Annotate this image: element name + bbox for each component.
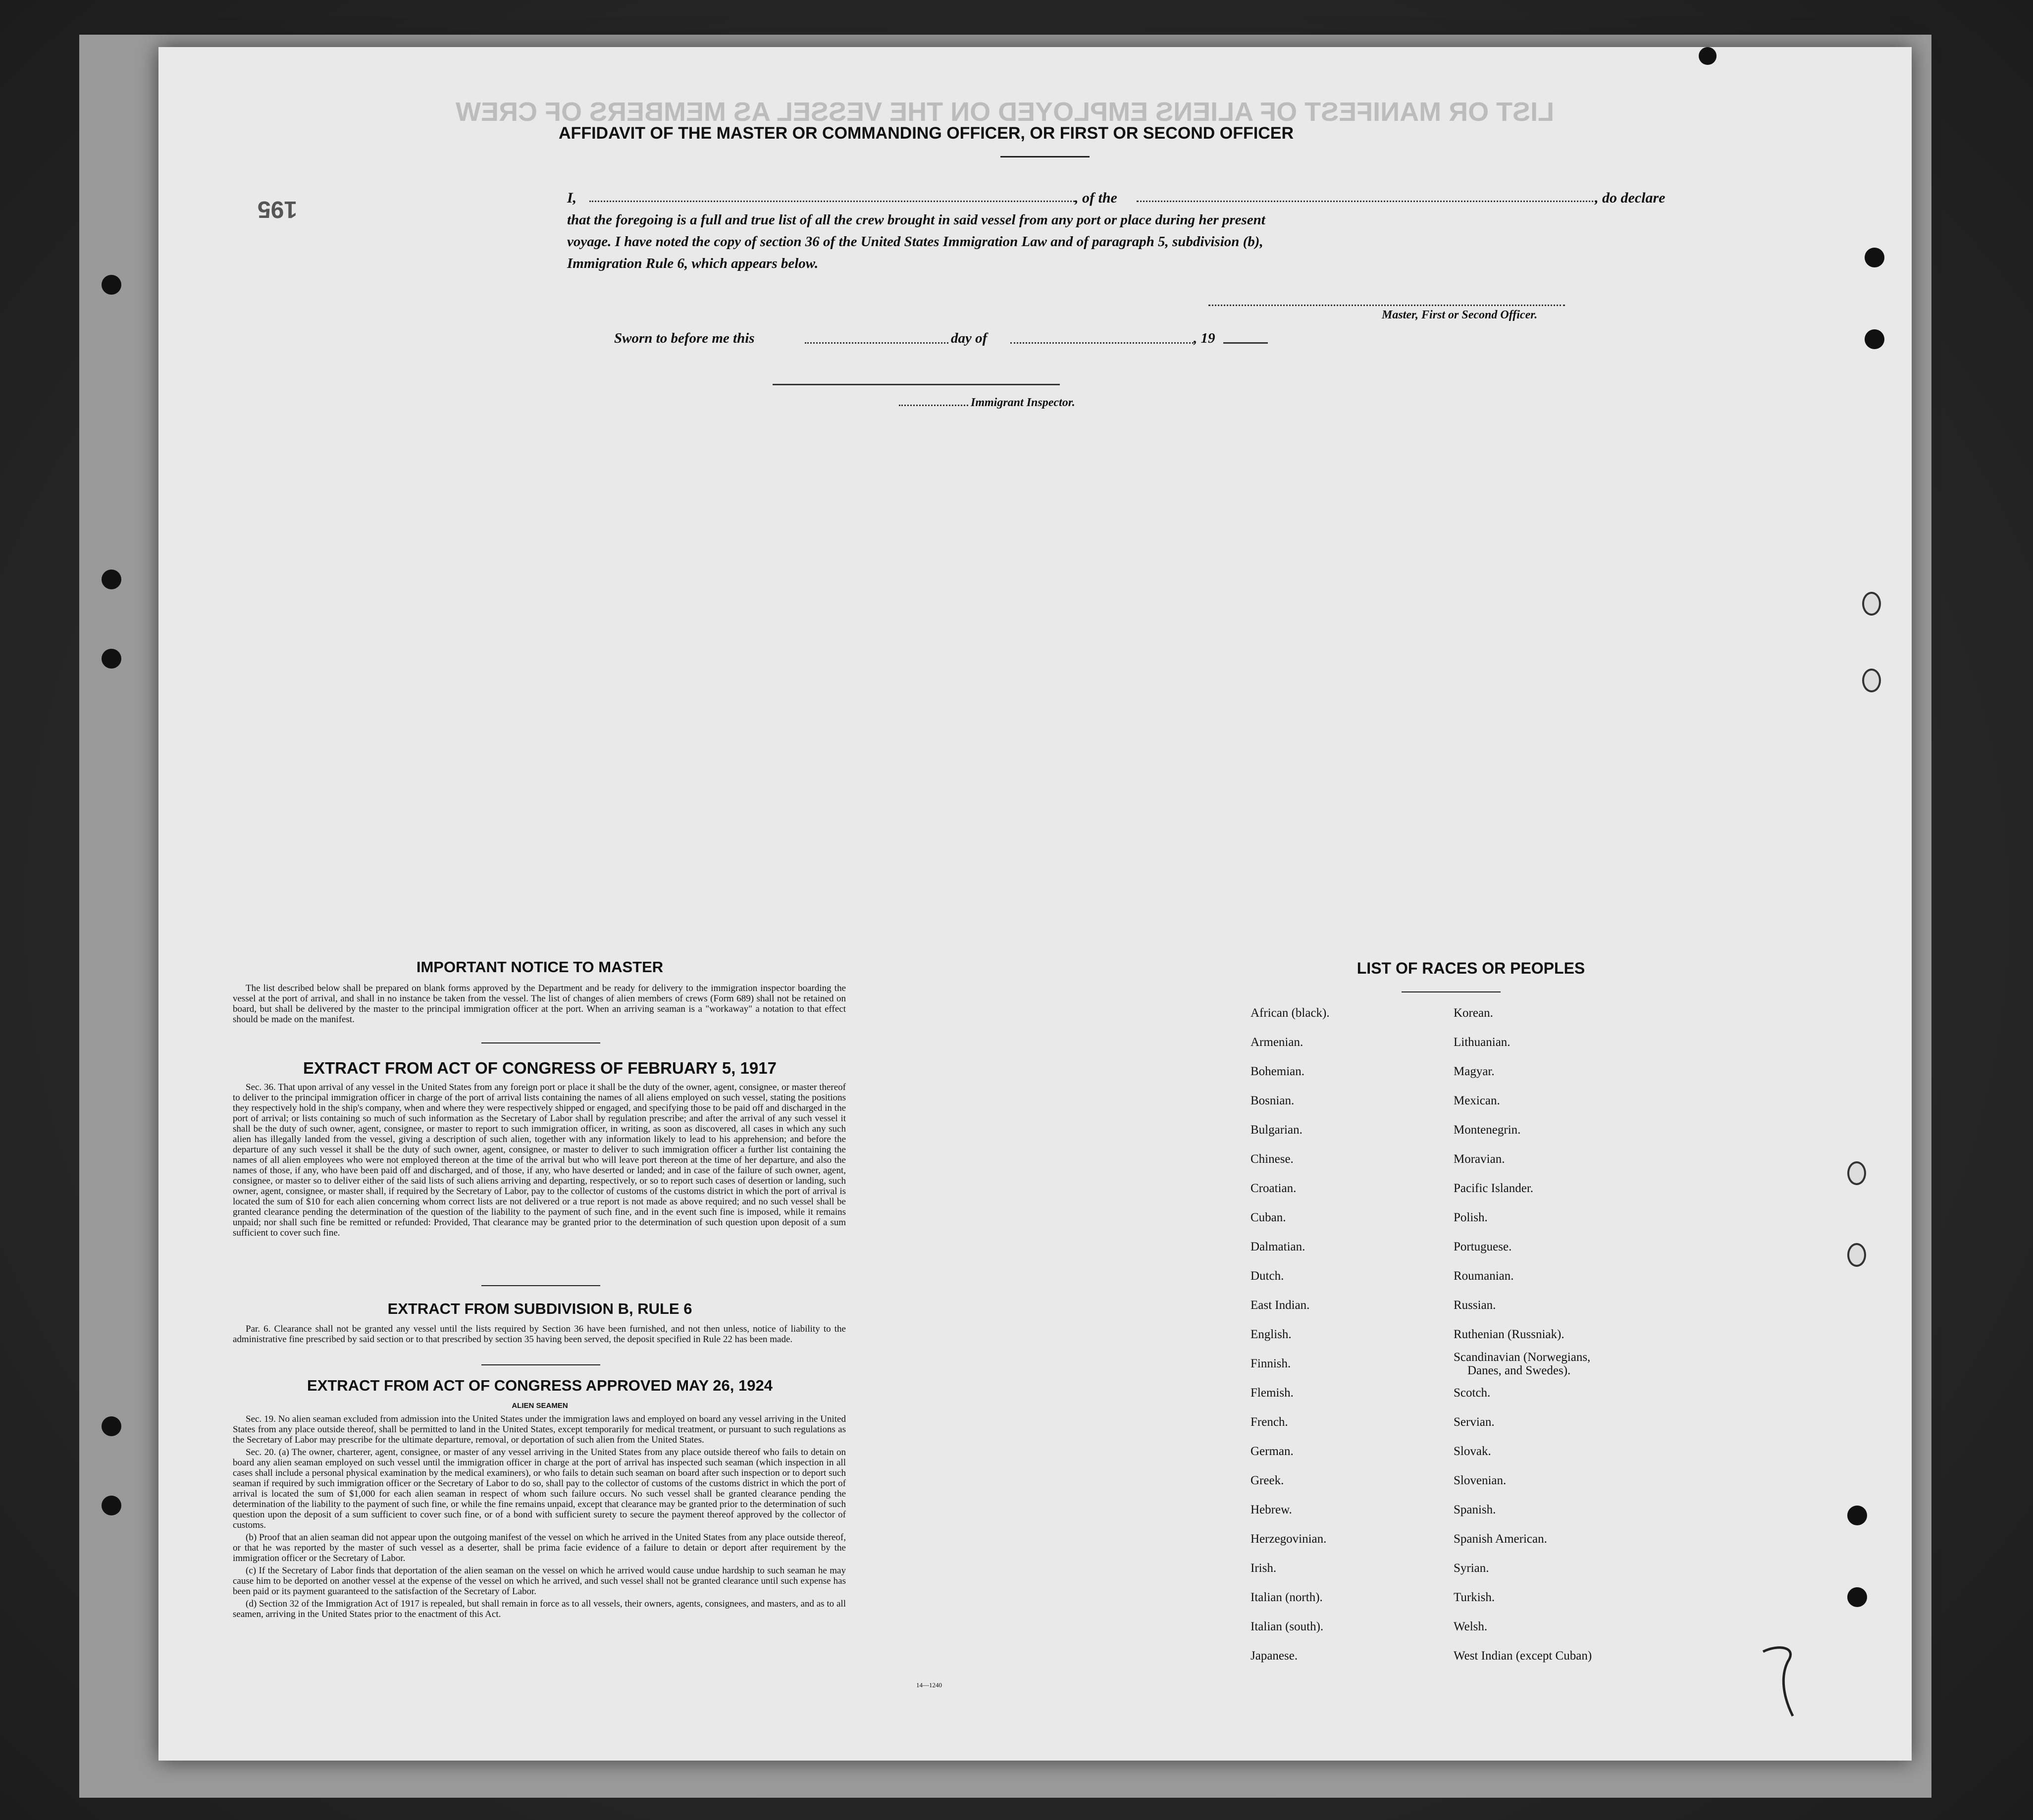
race-item: Italian (south).	[1251, 1620, 1324, 1633]
sworn-day-blank	[805, 342, 948, 344]
rule6-paragraph: Par. 6. Clearance shall not be granted any vessel until the lists required by Section 36 have been furnished, and not then unless, notice of liability to the administrative fine prescribed by said section or to that prescribed by section 35 having been served, the deposit specified in Rule 22 has been made.	[233, 1324, 846, 1345]
extract-1924-text	[233, 1414, 846, 1621]
race-item: Portuguese.	[1454, 1240, 1512, 1253]
race-item: Montenegrin.	[1454, 1123, 1521, 1137]
master-signature-line	[1208, 305, 1565, 306]
affidavit-body-line4: Immigration Rule 6, which appears below.	[567, 256, 819, 271]
race-item: Dalmatian.	[1251, 1240, 1305, 1253]
inspector-dots	[899, 405, 968, 406]
inspector-signature-line	[773, 384, 1060, 385]
race-item: Dutch.	[1251, 1269, 1284, 1283]
race-item: Servian.	[1454, 1415, 1495, 1429]
vessel-blank	[1137, 201, 1597, 202]
notice-title: IMPORTANT NOTICE TO MASTER	[416, 958, 664, 976]
rule6-text	[233, 1324, 846, 1347]
binder-hole-icon	[102, 570, 121, 589]
race-item: Mexican.	[1454, 1094, 1500, 1107]
race-item: German.	[1251, 1445, 1294, 1458]
race-item: Chinese.	[1251, 1152, 1294, 1166]
alien-seamen-subtitle: ALIEN SEAMEN	[512, 1402, 568, 1410]
binder-hole-icon	[102, 649, 121, 669]
punch-hole-icon	[1847, 1587, 1867, 1607]
race-item: English.	[1251, 1328, 1292, 1341]
race-item: Greek.	[1251, 1474, 1284, 1487]
race-item-continuation: Danes, and Swedes).	[1467, 1364, 1571, 1377]
race-item: Roumanian.	[1454, 1269, 1514, 1283]
race-item: Russian.	[1454, 1299, 1496, 1312]
race-item: Japanese.	[1251, 1649, 1298, 1663]
affidavit-body-line2: that the foregoing is a full and true list of all the crew brought in said vessel from any port or place during her present	[567, 212, 1265, 228]
sworn-month-blank	[1010, 342, 1194, 344]
race-item: Bosnian.	[1251, 1094, 1295, 1107]
race-item: Bulgarian.	[1251, 1123, 1303, 1137]
extract-1924-paragraph: (d) Section 32 of the Immigration Act of 1917 is repealed, but shall remain in force as to all vessels, their owners, agents, consignees, and masters, and as to all seamen, arriving in the United States prior to the enactment of this Act.	[233, 1599, 846, 1619]
race-item: East Indian.	[1251, 1299, 1310, 1312]
race-item: Bohemian.	[1251, 1065, 1305, 1078]
race-item: Hebrew.	[1251, 1503, 1292, 1516]
notice-divider	[481, 1042, 600, 1043]
race-item: Flemish.	[1251, 1386, 1294, 1400]
rule6-title: EXTRACT FROM SUBDIVISION B, RULE 6	[387, 1300, 692, 1317]
race-item: Slovenian.	[1454, 1474, 1507, 1487]
race-item: Armenian.	[1251, 1036, 1303, 1049]
affidavit-body-line3: voyage. I have noted the copy of section 36 of the United States Immigration Law and of paragraph 5, subdivision (b),	[567, 234, 1263, 250]
race-item: Spanish American.	[1454, 1532, 1547, 1546]
race-item: Pacific Islander.	[1454, 1182, 1534, 1195]
race-item: Spanish.	[1454, 1503, 1496, 1516]
master-label: Master, First or Second Officer.	[1382, 309, 1538, 321]
punch-hole-icon	[1847, 1243, 1866, 1267]
race-item: Italian (north).	[1251, 1591, 1323, 1604]
punch-hole-icon	[1847, 1506, 1867, 1525]
race-item: Irish.	[1251, 1561, 1277, 1575]
extract-1924-paragraph: Sec. 19. No alien seaman excluded from admission into the United States under the immigration laws and employed on board any vessel arriving in the United States from any place outside thereof, shall be permitted to land in the United States, except temporarily for medical treatment, or pursuant to such regulations as the Secretary of Labor may prescribe for the ultimate departure, removal, or deportation of such alien from the United States.	[233, 1414, 846, 1445]
race-item: Ruthenian (Russniak).	[1454, 1328, 1564, 1341]
race-item: Scotch.	[1454, 1386, 1491, 1400]
race-item: French.	[1251, 1415, 1288, 1429]
race-item: Magyar.	[1454, 1065, 1495, 1078]
races-title-underline	[1402, 991, 1501, 992]
form-number: 14—1240	[916, 1681, 942, 1689]
affidavit-i: I,	[567, 190, 577, 206]
bleed-through-title: LIST OR MANIFEST OF ALIENS EMPLOYED ON THE VESSEL AS MEMBERS OF CREW	[456, 97, 1555, 127]
punch-hole-icon	[1862, 592, 1881, 616]
extract-1917-title: EXTRACT FROM ACT OF CONGRESS OF FEBRUARY 5, 1917	[303, 1059, 777, 1077]
stamp-number: 195	[258, 196, 298, 222]
race-item: Welsh.	[1454, 1620, 1488, 1633]
race-item: Herzegovinian.	[1251, 1532, 1327, 1546]
extract-1924-paragraph: (c) If the Secretary of Labor finds that deportation of the alien seaman on the vessel on which he arrived would cause undue hardship to such seaman he may cause him to be deported on another vessel at the expense of the vessel on which he arrived, and such vessel shall not be granted clearance until such expense has been paid or its payment guaranteed to the satisfaction of the Secretary of Labor.	[233, 1565, 846, 1597]
punch-hole-icon	[1847, 1161, 1866, 1185]
race-item: Syrian.	[1454, 1561, 1489, 1575]
name-blank	[589, 201, 1075, 202]
affidavit-title: AFFIDAVIT OF THE MASTER OR COMMANDING OFFICER, OR FIRST OR SECOND OFFICER	[559, 124, 1294, 143]
races-right-column	[1454, 1006, 1701, 1690]
races-left-column	[1251, 1006, 1449, 1690]
race-item: Moravian.	[1454, 1152, 1505, 1166]
punch-hole-icon	[1865, 329, 1884, 349]
race-item: Turkish.	[1454, 1591, 1495, 1604]
race-item: Polish.	[1454, 1211, 1488, 1224]
binder-hole-icon	[102, 1416, 121, 1436]
extract-1924-paragraph: Sec. 20. (a) The owner, charterer, agent, consignee, or master of any vessel arriving in the United States from any place outside thereof who fails to detain on board any alien seaman employed on such vessel until the immigration officer in charge at the port of arrival has inspected such seaman (which inspection in all cases shall include a personal physical examination by the medical examiners), or who fails to detain such seaman on board after such inspection or to deport such seaman if required by such immigration officer or the Secretary of Labor to do so, shall pay to the collector of customs of the customs district in which the port of arrival is located the sum of $1,000 for each alien seaman in respect of whom such failure occurs. No such vessel shall be granted clearance pending the determination of the liability to the payment of such fine, or while the fine remains unpaid, except that clearance may be granted prior to the determination of such question upon the deposit of a sum sufficient to cover such fine, or of a bond with sufficient surety to secure the payment thereof approved by the collector of customs.	[233, 1447, 846, 1530]
race-item: Cuban.	[1251, 1211, 1286, 1224]
extract-1917-paragraph: Sec. 36. That upon arrival of any vessel in the United States from any foreign port or place it shall be the duty of the owner, agent, consignee, or master thereof to deliver to the principal immigration officer in charge of the port of arrival lists containing the names of all aliens employed on such vessel, stating the positions they respectively hold in the ship's company, when and where they were respectively shipped or engaged, and specifying those to be paid off and discharged in the port of arrival; or lists containing so much of such information as the Secretary of Labor shall by regulation prescribe; and after the arrival of any such vessel it shall be the duty of such owner, agent, consignee, or master to report to such immigration officer, in writing, as soon as discovered, all cases in which any such alien has illegally landed from the vessel, giving a description of such alien, together with any information likely to lead to his apprehension; and before the departure of any such vessel it shall be the duty of such owner, agent, consignee, or master to deliver to such immigration officer a further list containing the names of all alien employees who were not employed thereon at the time of the arrival but who will leave port thereon at the time of her departure, and also the names of those, if any, who have been paid off and discharged, and of those, if any, who have deserted or landed; and in case of the failure of such owner, agent, consignee, or master so to deliver either of the said lists of such aliens arriving and departing, respectively, or so to report such cases of desertion or landing, such owner, agent, consignee, or master shall, if required by the Secretary of Labor, pay to the collector of customs of the customs district in which the port of arrival is located the sum of $10 for each alien concerning whom correct lists are not delivered or a true report is not made as above required; and no such vessel shall be granted clearance pending the determination of the question of the liability to the payment of such fine, and in the event such fine is imposed, while it remains unpaid; nor shall such fine be remitted or refunded: Provided, That clearance may be granted prior to the determination of such question upon deposit of a sum sufficient to cover such fine.	[233, 1082, 846, 1238]
handwritten-mark-icon	[1758, 1642, 1808, 1721]
races-title: LIST OF RACES OR PEOPLES	[1356, 959, 1585, 977]
day-of-text: day of	[951, 330, 988, 346]
title-underline	[1000, 156, 1090, 157]
race-item: African (black).	[1251, 1006, 1330, 1020]
race-item: Slovak.	[1454, 1445, 1491, 1458]
extract-1924-paragraph: (b) Proof that an alien seaman did not appear upon the outgoing manifest of the vessel on which he arrived in the United States from any place outside thereof, or that he was reported by the master of such vessel as a deserter, shall be prima facie evidence of a failure to detain or deport after requirement by the immigration officer or the Secretary of Labor.	[233, 1532, 846, 1563]
race-item: Finnish.	[1251, 1357, 1291, 1370]
notice-paragraph: The list described below shall be prepared on blank forms approved by the Department and be ready for delivery to the immigration inspector boarding the vessel at the port of arrival, and shall in no instance be taken from the vessel. The list of changes of alien members of crews (Form 689) shall not be retained on board, but shall be delivered by the master to the principal immigration officer at the port. When an arriving seaman is a "workaway" a notation to that effect should be made on the manifest.	[233, 983, 846, 1025]
binder-hole-icon	[102, 275, 121, 295]
affidavit-of-the: , of the	[1075, 190, 1117, 206]
extract-1917-divider	[481, 1285, 600, 1286]
extract-1917-text	[233, 1082, 846, 1240]
punch-hole-icon	[1862, 669, 1881, 692]
race-item: Korean.	[1454, 1006, 1493, 1020]
rule6-divider	[481, 1364, 600, 1365]
race-item: West Indian (except Cuban)	[1454, 1649, 1592, 1663]
binder-hole-icon	[102, 1496, 121, 1515]
sworn-text: Sworn to before me this	[614, 330, 755, 346]
race-item: Lithuanian.	[1454, 1036, 1511, 1049]
inspector-label: Immigrant Inspector.	[971, 396, 1075, 409]
notice-text	[233, 983, 846, 1027]
year-blank	[1223, 342, 1268, 344]
race-item: Scandinavian (Norwegians,	[1454, 1351, 1591, 1364]
punch-hole-icon	[1865, 248, 1884, 267]
punch-hole-icon	[1699, 47, 1717, 65]
extract-1924-title: EXTRACT FROM ACT OF CONGRESS APPROVED MAY 26, 1924	[307, 1377, 773, 1394]
year-text: , 19	[1194, 330, 1215, 346]
affidavit-do-declare: , do declare	[1595, 190, 1666, 206]
affidavit-page	[158, 47, 1912, 1761]
race-item: Croatian.	[1251, 1182, 1297, 1195]
